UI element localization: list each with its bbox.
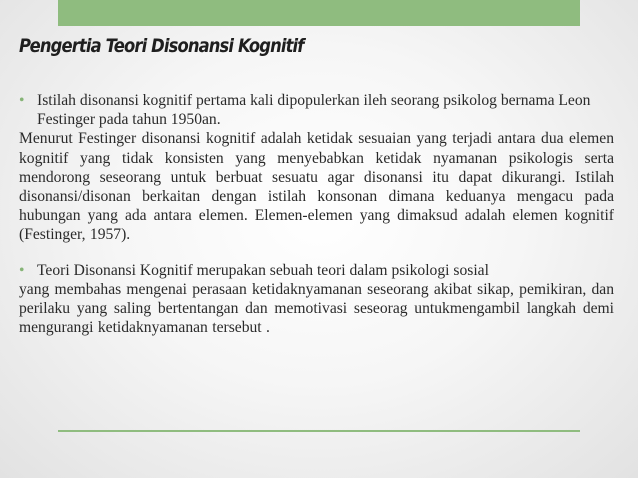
- bullet-item-1: [19, 91, 614, 129]
- paragraph-spacer: [19, 245, 614, 261]
- paragraph-2: yang membahas mengenai perasaan ketidaknyamanan seseorang akibat sikap, pemikiran, dan perilaku yang saling bertentangan dan memotivasi seseorag untukmengambil langkah demi mengurangi ketidaknyamanan tersebut .: [19, 280, 614, 337]
- bullet-text-2: Teori Disonansi Kognitif merupakan sebuah teori dalam psikologi sosial: [37, 261, 489, 279]
- bullet-icon: •: [19, 92, 25, 109]
- paragraph-1: Menurut Festinger disonansi kognitif adalah ketidak sesuaian yang terjadi antara dua elemen kognitif yang tidak konsisten yang menyebabkan ketidak nyamanan psikologis serta mendorong seseorang untuk berbuat sesuatu agar disonansi itu dapat dikurangi. Istilah disonansi/disonan berkaitan dengan istilah konsonan dimana keduanya mengacu pada hubungan yang ada antara elemen. Elemen-elemen yang dimaksud adalah elemen kognitif (Festinger, 1957).: [19, 130, 614, 244]
- bullet-icon: •: [19, 261, 25, 279]
- slide-title: Pengertia Teori Disonansi Kognitif: [19, 35, 304, 57]
- bullet-item-2: [19, 261, 614, 280]
- bottom-accent-line: [58, 430, 580, 432]
- bullet-text-1: Istilah disonansi kognitif pertama kali dipopulerkan ileh seorang psikolog bernama Leon Festinger pada tahun 1950an.: [37, 92, 591, 129]
- top-accent-bar: [58, 0, 580, 26]
- slide-content: [19, 91, 614, 337]
